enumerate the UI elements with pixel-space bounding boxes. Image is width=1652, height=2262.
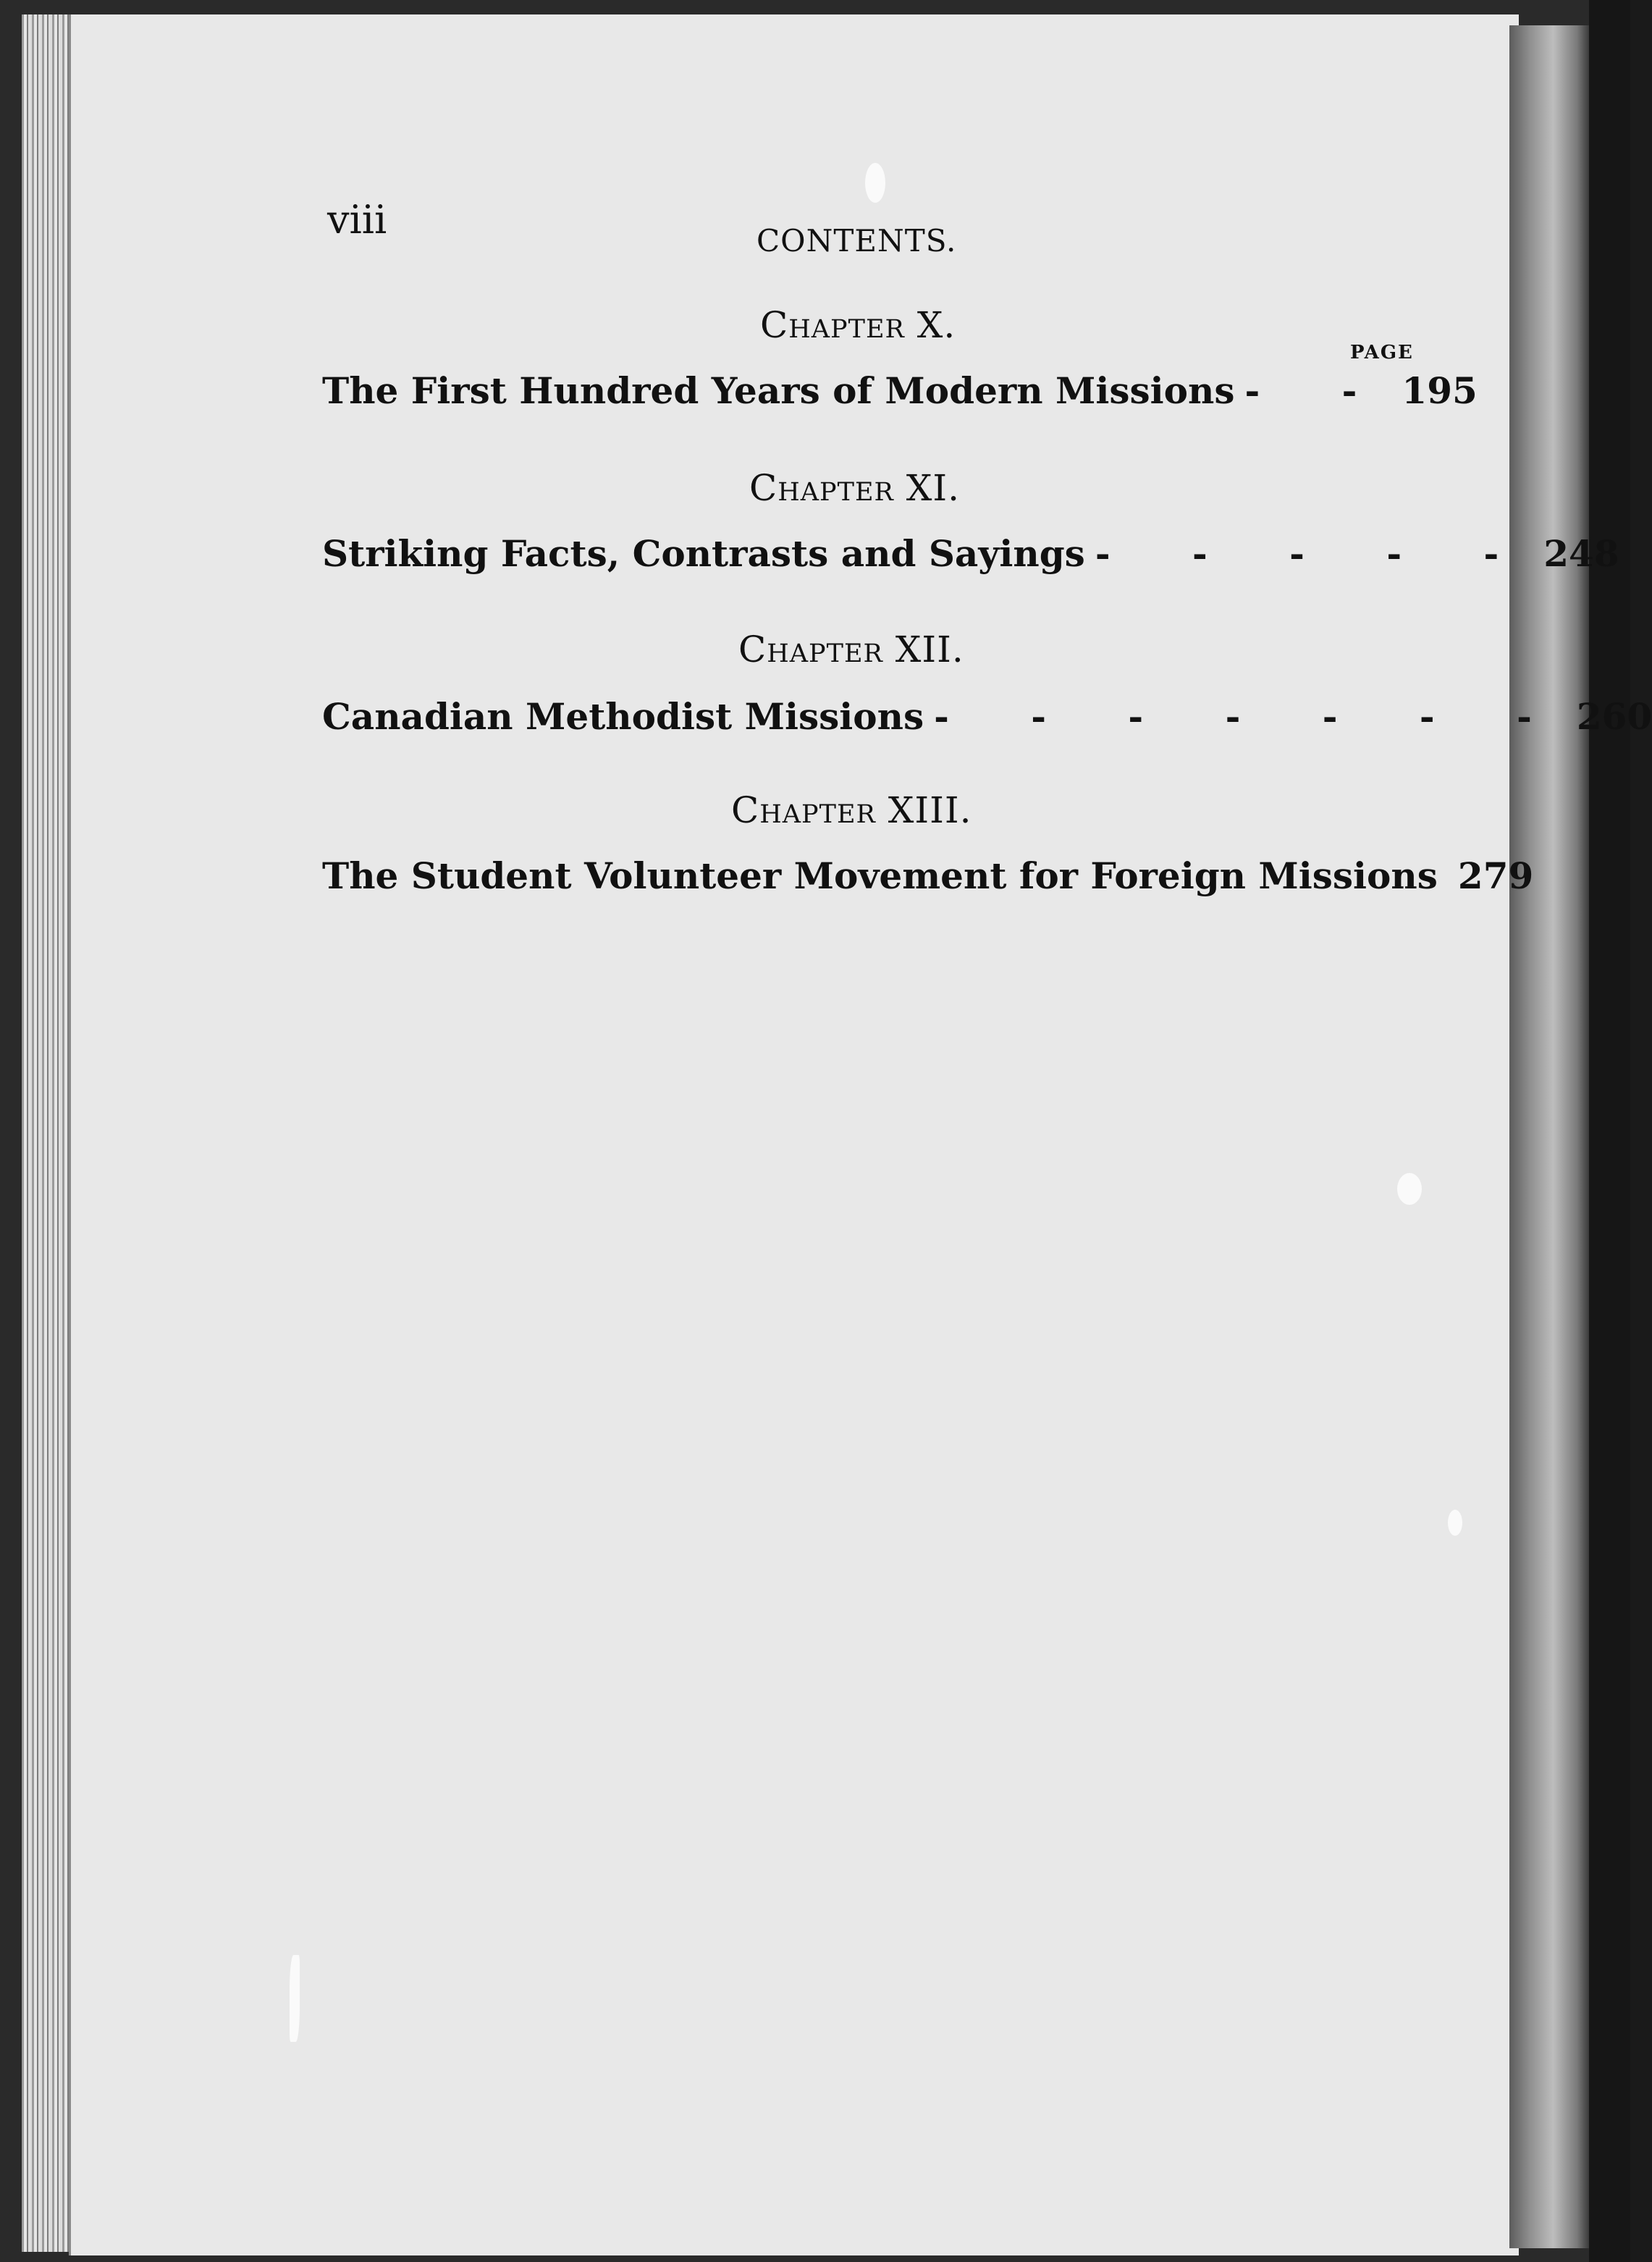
toc-leaders: - - - - - - - <box>934 695 1567 738</box>
toc-entry[interactable] <box>322 854 1534 897</box>
folio: viii <box>327 197 387 243</box>
paper-speck <box>290 1955 300 2042</box>
chapter-heading: Chapter XI. <box>749 467 960 509</box>
chapter-heading: Chapter XIII. <box>731 789 972 831</box>
paper-speck <box>865 163 885 203</box>
toc-entry[interactable] <box>322 369 1478 412</box>
toc-page-number: 195 <box>1402 369 1478 412</box>
toc-entry-title: Striking Facts, Contrasts and Sayings <box>322 532 1085 575</box>
book-page <box>69 14 1519 2255</box>
toc-entry-title: The First Hundred Years of Modern Missions <box>322 369 1235 412</box>
toc-entry-title: Canadian Methodist Missions <box>322 695 924 738</box>
running-head: CONTENTS. <box>757 223 957 258</box>
toc-page-number: 260 <box>1576 695 1652 738</box>
chapter-heading: Chapter XII. <box>738 628 964 670</box>
toc-entry[interactable] <box>322 695 1652 738</box>
book-spine <box>1509 25 1589 2248</box>
toc-entry-title: The Student Volunteer Movement for Foreign Missions <box>322 854 1438 897</box>
toc-page-number: 279 <box>1457 854 1534 897</box>
paper-speck <box>1397 1173 1422 1205</box>
chapter-heading: Chapter X. <box>760 304 956 346</box>
toc-leaders: - - - - - <box>1095 532 1534 575</box>
page-column-label: PAGE <box>1350 342 1414 363</box>
toc-leaders: - - <box>1244 369 1392 412</box>
toc-page-number: 248 <box>1543 532 1619 575</box>
scan-shadow <box>1589 0 1630 2262</box>
toc-entry[interactable] <box>322 532 1619 575</box>
paper-speck <box>1448 1510 1462 1536</box>
